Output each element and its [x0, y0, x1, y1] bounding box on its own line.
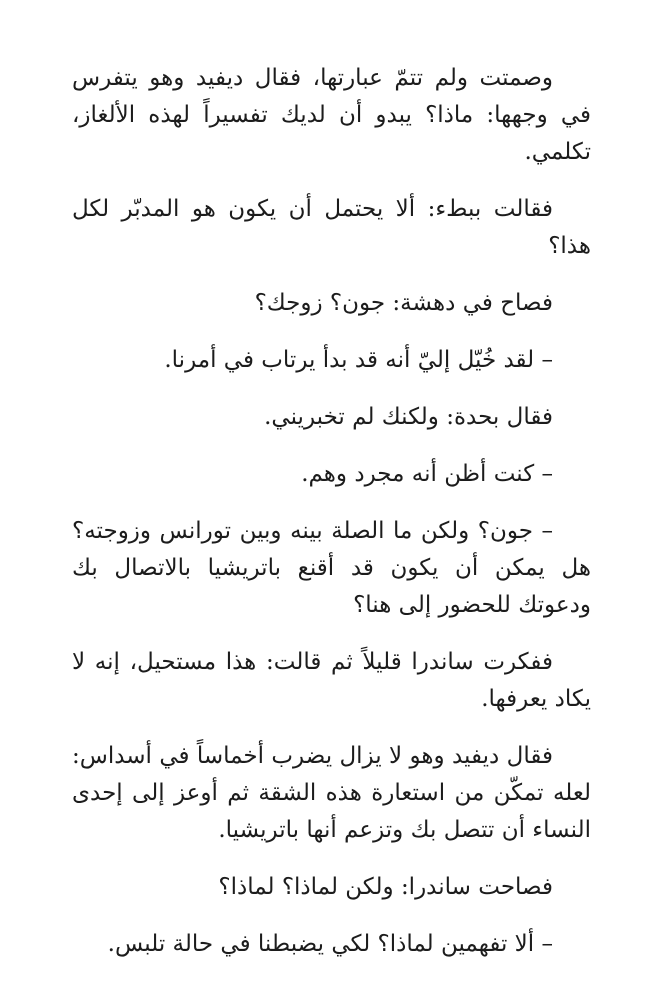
paragraph-2: فقالت ببطء: ألا يحتمل أن يكون هو المدبّر لكل هذا؟ — [72, 196, 591, 259]
paragraph-9: فقال ديفيد وهو لا يزال يضرب أخماساً في أسداس: لعله تمكّن من استعارة هذه الشقة ثم أوعز إلى إحدى النساء أن تتصل بك وتزعم أنها باتريشيا. — [72, 743, 591, 843]
paragraph-11: – ألا تفهمين لماذا؟ لكي يضبطنا في حالة تلبس. — [107, 931, 553, 957]
paragraph-10: فصاحت ساندرا: ولكن لماذا؟ لماذا؟ — [218, 874, 553, 900]
paragraph-5: فقال بحدة: ولكنك لم تخبريني. — [264, 404, 553, 430]
paragraph-1: وصمتت ولم تتمّ عبارتها، فقال ديفيد وهو يتفرس في وجهها: ماذا؟ يبدو أن لديك تفسيراً لهذه الألغاز، تكلمي. — [72, 65, 591, 165]
paragraph-4: – لقد خُيّل إليّ أنه قد بدأ يرتاب في أمرنا. — [164, 347, 553, 373]
paragraph-6: – كنت أظن أنه مجرد وهم. — [301, 461, 553, 487]
book-page — [72, 60, 591, 983]
paragraph-3: فصاح في دهشة: جون؟ زوجك؟ — [254, 290, 553, 316]
paragraph-7: – جون؟ ولكن ما الصلة بينه وبين تورانس وزوجته؟ هل يمكن أن يكون قد أقنع باتريشيا بالاتصال بك ودعوتك للحضور إلى هنا؟ — [72, 518, 591, 618]
paragraph-8: ففكرت ساندرا قليلاً ثم قالت: هذا مستحيل، إنه لا يكاد يعرفها. — [72, 649, 591, 712]
